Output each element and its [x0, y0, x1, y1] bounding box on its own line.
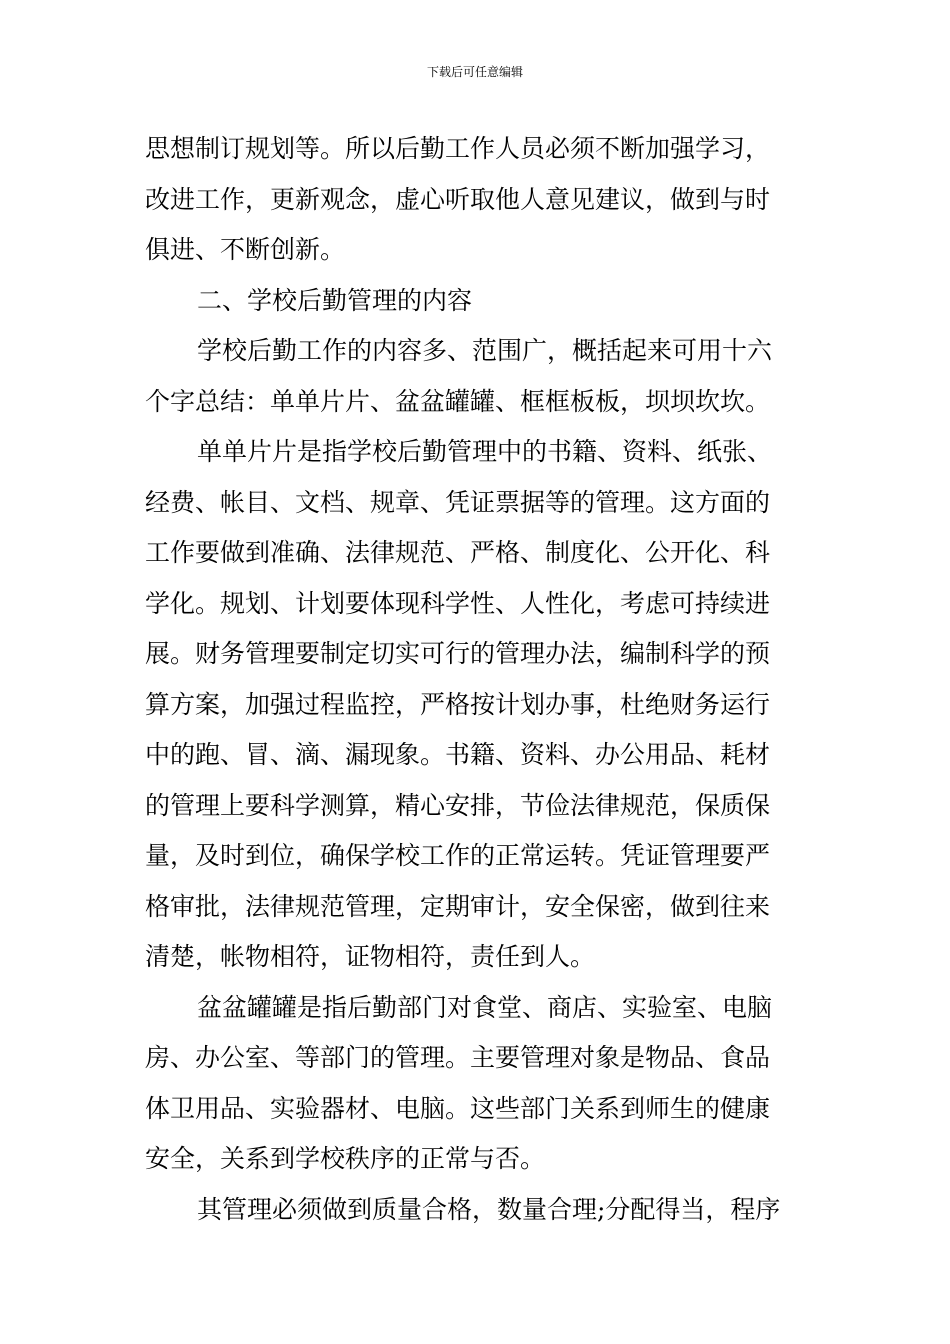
text-line: 体卫用品、实验器材、电脑。这些部门关系到师生的健康: [145, 1093, 771, 1123]
text-line: 经费、帐目、文档、规章、凭证票据等的管理。这方面的: [145, 487, 771, 517]
text-line: 量，及时到位，确保学校工作的正常运转。凭证管理要严: [145, 841, 771, 870]
text-line: 俱进、不断创新。: [145, 235, 346, 264]
text-line: 房、办公室、等部门的管理。主要管理对象是物品、食品: [145, 1043, 771, 1072]
text-line: 工作要做到准确、法律规范、严格、制度化、公开化、科: [145, 538, 771, 567]
document-body: [145, 124, 810, 1235]
text-line: 盆盆罐罐是指后勤部门对食堂、商店、实验室、电脑: [197, 992, 773, 1022]
page-header: 下载后可任意编辑: [426, 65, 523, 79]
text-line: 思想制订规划等。所以后勤工作人员必须不断加强学习，: [145, 134, 771, 163]
text-line: 格审批，法律规范管理，定期审计，安全保密，做到往来: [145, 891, 771, 921]
text-line: 个字总结：单单片片、盆盆罐罐、框框板板，坝坝坎坎。: [145, 386, 771, 416]
text-line: 清楚，帐物相符，证物相符，责任到人。: [145, 942, 596, 971]
text-line: 单单片片是指学校后勤管理中的书籍、资料、纸张、: [197, 437, 773, 466]
text-line: 学化。规划、计划要体现科学性、人性化，考虑可持续进: [145, 588, 771, 618]
text-line: 学校后勤工作的内容多、范围广，概括起来可用十六: [197, 336, 773, 365]
text-line: 算方案，加强过程监控，严格按计划办事，杜绝财务运行: [145, 689, 771, 719]
text-line: 安全，关系到学校秩序的正常与否。: [145, 1144, 546, 1173]
text-line: 中的跑、冒、滴、漏现象。书籍、资料、办公用品、耗材: [145, 740, 771, 769]
text-line: 展。财务管理要制定切实可行的管理办法，编制科学的预: [145, 639, 771, 668]
text-line: 其管理必须做到质量合格，数量合理;分配得当，程序: [197, 1194, 781, 1224]
section-heading: 二、学校后勤管理的内容: [197, 285, 473, 315]
text-line: 改进工作，更新观念，虚心听取他人意见建议，做到与时: [145, 184, 771, 214]
text-line: 的管理上要科学测算，精心安排，节俭法律规范，保质保: [145, 790, 771, 820]
